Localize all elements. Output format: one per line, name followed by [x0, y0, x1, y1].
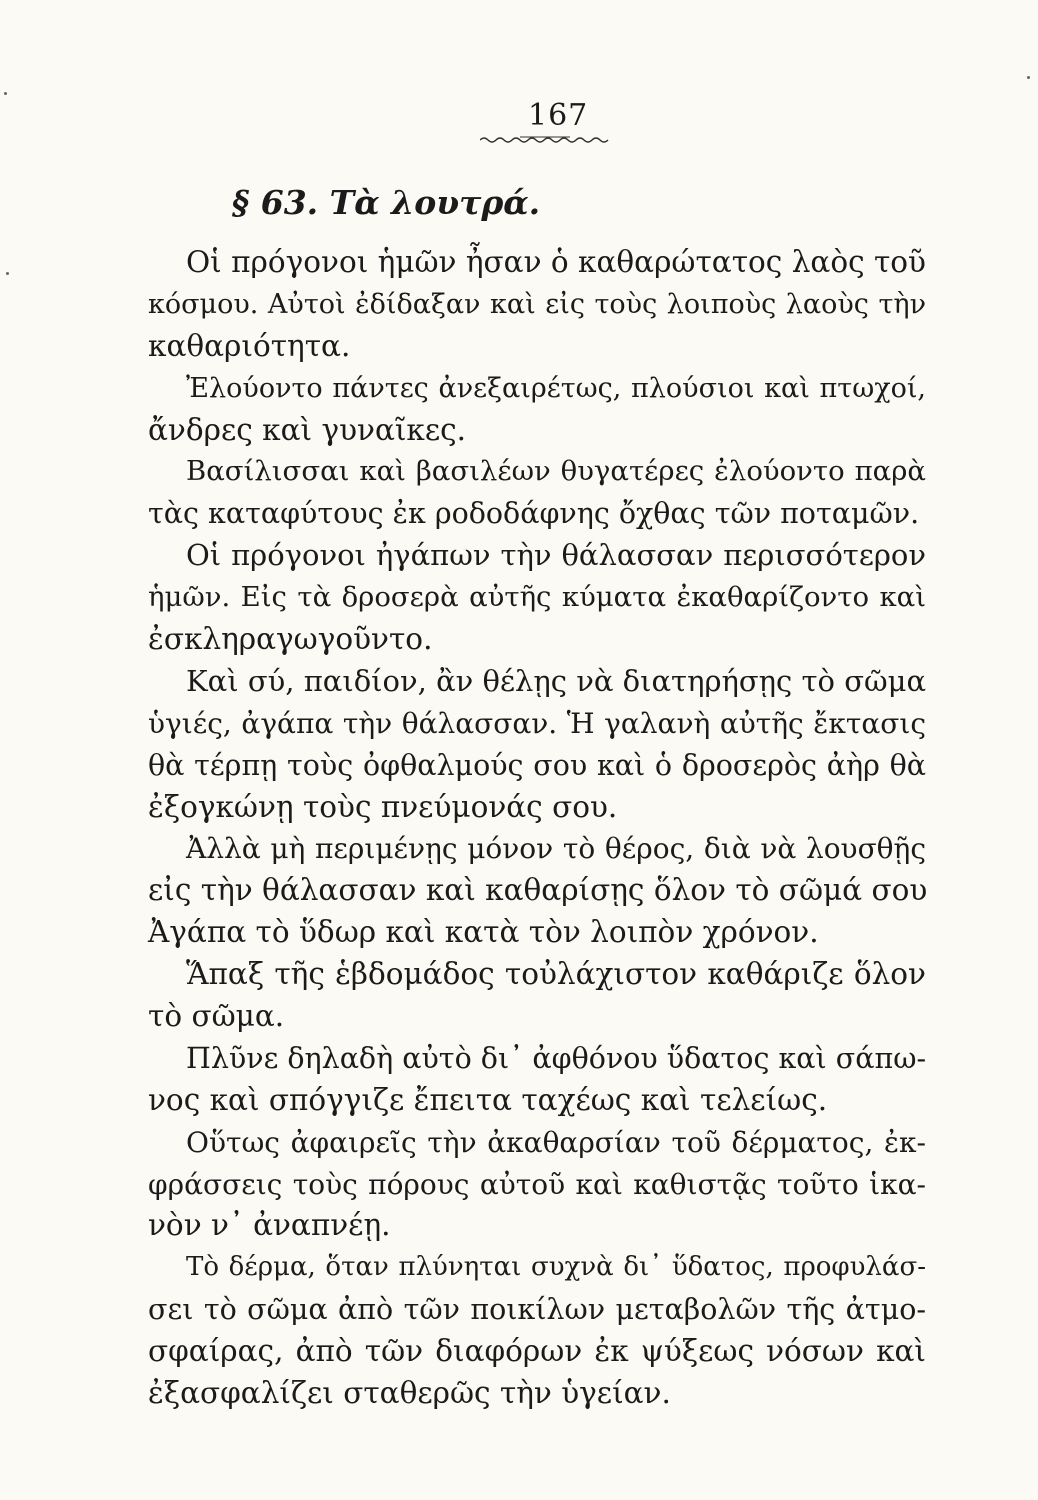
- text-line: Ἐλούοντο πάντες ἀνεξαιρέτως, πλούσιοι καὶ πτωχοί,: [186, 372, 926, 404]
- paper-speck: [6, 272, 9, 275]
- text-line: καθαριότητα.: [148, 328, 351, 363]
- text-line: Πλῦνε δηλαδὴ αὐτὸ δι᾿ ἀφθόνου ὕδατος καὶ σάπω-: [186, 1041, 927, 1075]
- page-number-flourish: [480, 134, 610, 146]
- text-line: ἐξογκώνῃ τοὺς πνεύμονάς σου.: [148, 789, 618, 824]
- text-line: τὸ σῶμα.: [148, 999, 285, 1034]
- text-line: ἐσκληραγωγοῦντο.: [148, 622, 433, 657]
- text-line: ὑγιές, ἀγάπα τὴν θάλασσαν. Ἡ γαλανὴ αὐτῆς ἔκτασις: [148, 706, 926, 740]
- paper-speck: [4, 92, 7, 95]
- text-line: ἄνδρες καὶ γυναῖκες.: [148, 412, 467, 447]
- text-line: Οἱ πρόγονοι ἠγάπων τὴν θάλασσαν περισσότερον: [186, 538, 926, 573]
- text-line: Ἀλλὰ μὴ περιμένῃς μόνον τὸ θέρος, διὰ νὰ λουσθῇς: [186, 832, 926, 866]
- text-line: κόσμου. Αὐτοὶ ἐδίδαξαν καὶ εἰς τοὺς λοιποὺς λαοὺς τὴν: [148, 288, 926, 320]
- text-line: τὰς καταφύτους ἐκ ροδοδάφνης ὄχθας τῶν ποταμῶν.: [148, 497, 920, 531]
- text-line: ἐξασφαλίζει σταθερῶς τὴν ὑγείαν.: [148, 1376, 671, 1411]
- text-line: Οἱ πρόγονοι ἡμῶν ἦσαν ὁ καθαρώτατος λαὸς τοῦ: [186, 245, 926, 279]
- text-line: νος καὶ σπόγγιζε ἔπειτα ταχέως καὶ τελείως.: [148, 1082, 828, 1117]
- text-line: Τὸ δέρμα, ὅταν πλύνηται συχνὰ δι᾿ ὕδατος, προφυλάσ-: [186, 1252, 926, 1283]
- page-number: 167: [528, 98, 589, 133]
- body-text: [148, 242, 926, 1415]
- text-line: Βασίλισσαι καὶ βασιλέων θυγατέρες ἐλούοντο παρὰ: [186, 455, 926, 488]
- section-heading: § 63. Τὰ λουτρά.: [232, 183, 541, 222]
- text-line: Ἀγάπα τὸ ὕδωρ καὶ κατὰ τὸν λοιπὸν χρόνον.: [148, 915, 819, 950]
- text-line: Καὶ σύ, παιδίον, ἂν θέλῃς νὰ διατηρήσῃς τὸ σῶμα: [186, 663, 927, 698]
- text-line: σει τὸ σῶμα ἀπὸ τῶν ποικίλων μεταβολῶν τῆς ἀτμο-: [148, 1293, 926, 1327]
- text-line: σφαίρας, ἀπὸ τῶν διαφόρων ἐκ ψύξεως νόσων καὶ: [148, 1334, 926, 1369]
- text-line: θὰ τέρπῃ τοὺς ὀφθαλμούς σου καὶ ὁ δροσερὸς ἀὴρ θὰ: [148, 748, 926, 782]
- text-line: φράσσεις τοὺς πόρους αὐτοῦ καὶ καθιστᾷς τοῦτο ἱκα-: [148, 1167, 926, 1201]
- text-line: Ἅπαξ τῆς ἑβδομάδος τοὐλάχιστον καθάριζε ὅλον: [186, 957, 926, 992]
- text-line: νὸν ν᾿ ἀναπνέῃ.: [148, 1208, 391, 1243]
- paper-speck: [1027, 76, 1030, 79]
- text-line: ἡμῶν. Εἰς τὰ δροσερὰ αὐτῆς κύματα ἐκαθαρίζοντο καὶ: [148, 581, 926, 614]
- text-line: εἰς τὴν θάλασσαν καὶ καθαρίσῃς ὅλον τὸ σῶμά σου: [148, 873, 928, 908]
- text-line: Οὕτως ἀφαιρεῖς τὴν ἀκαθαρσίαν τοῦ δέρματος, ἐκ-: [186, 1125, 926, 1159]
